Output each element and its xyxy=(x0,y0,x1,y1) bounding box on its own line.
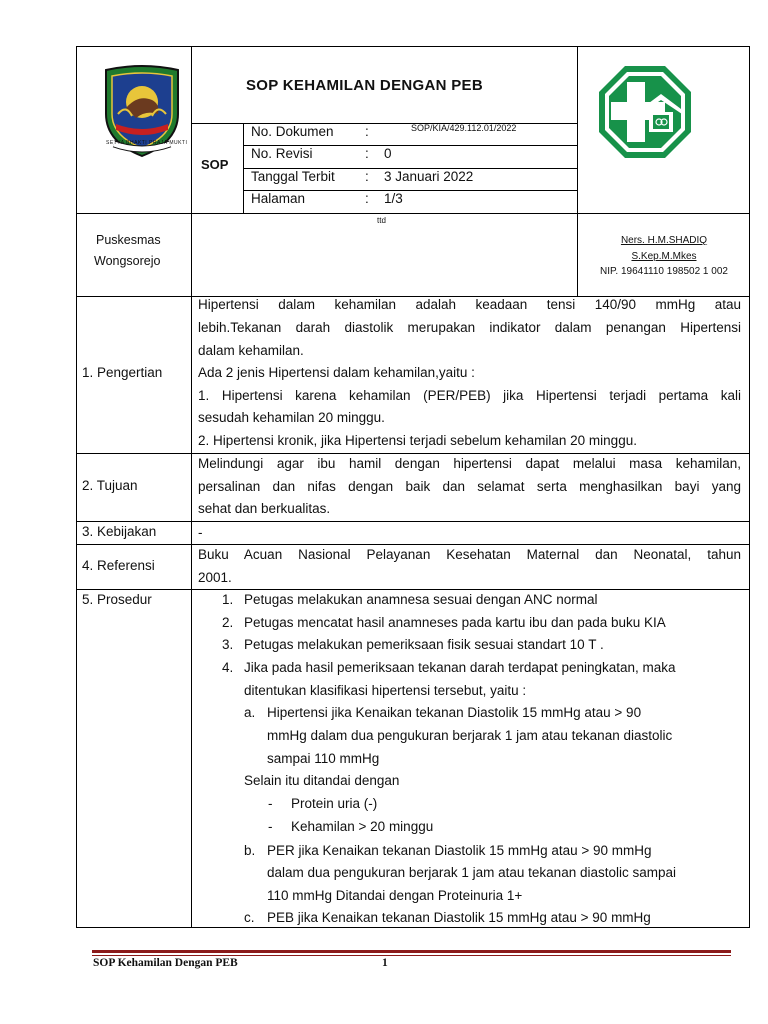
prosedur-step: Petugas melakukan anamnesa sesuai dengan ANC normal xyxy=(244,592,598,607)
signer-name: Ners. H.M.SHADIQ xyxy=(620,235,708,246)
section-label-tujuan: 2. Tujuan xyxy=(82,478,138,493)
sub-item-text: PER jika Kenaikan tekanan Diastolik 15 mmHg atau > 90 mmHg xyxy=(267,843,652,858)
sub-item-marker: a. xyxy=(244,705,256,720)
colon: : xyxy=(365,191,369,206)
section-label-kebijakan: 3. Kebijakan xyxy=(82,524,157,539)
sub-item-text: dalam dua pengukuran berjarak 1 jam atau tekanan diastolic sampai xyxy=(267,865,677,880)
pengertian-line: 1. Hipertensi karena kehamilan (PER/PEB) jika Hipertensi terjadi pertama kali xyxy=(198,388,741,403)
tujuan-line: sehat dan berkualitas. xyxy=(198,501,331,516)
grid-line xyxy=(191,296,192,928)
section-label-referensi: 4. Referensi xyxy=(82,558,155,573)
pengertian-line: 2. Hipertensi kronik, jika Hipertensi terjadi sebelum kehamilan 20 minggu. xyxy=(198,433,637,448)
grid-line xyxy=(76,521,750,522)
pengertian-line: dalam kehamilan. xyxy=(198,343,304,358)
sub-item-text: 110 mmHg Ditandai dengan Proteinuria 1+ xyxy=(267,888,523,903)
grid-line xyxy=(76,213,750,214)
puskesmas-logo xyxy=(597,64,693,160)
no-revisi-label: No. Revisi xyxy=(251,146,313,161)
selain-text: Selain itu ditandai dengan xyxy=(244,773,400,788)
halaman-label: Halaman xyxy=(251,191,306,206)
colon: : xyxy=(365,124,369,139)
section-label-pengertian: 1. Pengertian xyxy=(82,365,163,380)
org-name-line1: Puskesmas xyxy=(96,233,161,247)
sub-item-text: Hipertensi jika Kenaikan tekanan Diastolik 15 mmHg atau > 90 xyxy=(267,705,642,720)
org-name-line2: Wongsorejo xyxy=(94,254,161,268)
footer-rule-thick xyxy=(92,950,731,953)
prosedur-step: ditentukan klasifikasi hipertensi tersebut, yaitu : xyxy=(244,683,527,698)
sub-item-marker: c. xyxy=(244,910,255,925)
signer-nip: NIP. 19641110 198502 1 002 xyxy=(600,266,728,277)
tanggal-terbit-label: Tanggal Terbit xyxy=(251,169,335,184)
dash-bullet: - xyxy=(268,796,273,811)
prosedur-step-number: 1. xyxy=(222,592,234,607)
grid-line xyxy=(191,46,192,296)
prosedur-step-number: 3. xyxy=(222,637,234,652)
signer-title: S.Kep.M.Mkes xyxy=(631,251,697,262)
logo-motto: SETYA BHAKTI PRAJA MUKTI xyxy=(106,140,188,146)
sub-item-marker: b. xyxy=(244,843,256,858)
colon: : xyxy=(365,169,369,184)
dash-bullet: - xyxy=(268,819,273,834)
tujuan-line: persalinan dan nifas dengan baik dan selamat serta menghasilkan bayi yang xyxy=(198,479,741,494)
sub-item-text: mmHg dalam dua pengukuran berjarak 1 jam atau tekanan diastolic xyxy=(267,728,673,743)
tanggal-terbit-value: 3 Januari 2022 xyxy=(384,169,474,184)
no-dokumen-label: No. Dokumen xyxy=(251,124,334,139)
dash-item-text: Protein uria (-) xyxy=(291,796,378,811)
prosedur-step: Petugas mencatat hasil anamneses pada kartu ibu dan pada buku KIA xyxy=(244,615,666,630)
ttd-mark: ttd xyxy=(377,216,386,225)
grid-line xyxy=(191,123,577,124)
pengertian-line: sesudah kehamilan 20 minggu. xyxy=(198,410,385,425)
prosedur-step: Petugas melakukan pemeriksaan fisik sesuai standart 10 T . xyxy=(244,637,604,652)
pengertian-line: Hipertensi dalam kehamilan adalah keadaan tensi 140/90 mmHg atau xyxy=(198,297,741,312)
footer-title: SOP Kehamilan Dengan PEB xyxy=(93,957,238,969)
tujuan-line: Melindungi agar ibu hamil dengan hipertensi dapat melalui masa kehamilan, xyxy=(198,456,741,471)
footer-rule-thin xyxy=(92,955,731,956)
kebijakan-text: - xyxy=(198,525,203,540)
halaman-value: 1/3 xyxy=(384,191,403,206)
no-revisi-value: 0 xyxy=(384,146,392,161)
sub-item-text: PEB jika Kenaikan tekanan Diastolik 15 mmHg atau > 90 mmHg xyxy=(267,910,651,925)
prosedur-step-number: 4. xyxy=(222,660,234,675)
document-title: SOP KEHAMILAN DENGAN PEB xyxy=(246,77,483,94)
colon: : xyxy=(365,146,369,161)
referensi-line: 2001. xyxy=(198,570,232,585)
referensi-line: Buku Acuan Nasional Pelayanan Kesehatan Maternal dan Neonatal, tahun xyxy=(198,547,741,562)
footer-page-number: 1 xyxy=(382,957,388,969)
prosedur-step: Jika pada hasil pemeriksaan tekanan darah terdapat peningkatan, maka xyxy=(244,660,676,675)
section-label-prosedur: 5. Prosedur xyxy=(82,592,152,607)
prosedur-step-number: 2. xyxy=(222,615,234,630)
pengertian-line: lebih.Tekanan darah diastolik merupakan indikator dalam penangan Hipertensi xyxy=(198,320,741,335)
pengertian-line: Ada 2 jenis Hipertensi dalam kehamilan,yaitu : xyxy=(198,365,475,380)
no-dokumen-value: SOP/KIA/429.112.01/2022 xyxy=(411,123,517,133)
dash-item-text: Kehamilan > 20 minggu xyxy=(291,819,434,834)
sop-label: SOP xyxy=(201,157,229,172)
sub-item-text: sampai 110 mmHg xyxy=(267,751,380,766)
